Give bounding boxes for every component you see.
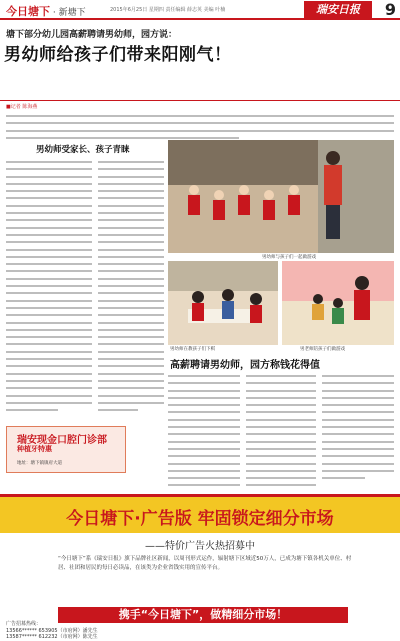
ad-title: 今日塘下·广告版 牢固锁定细分市场 — [66, 509, 334, 529]
ad-body: “今日塘下”系《瑞安日报》旗下品牌社区新闻，以周刊形式运作，辐射塘下区域近50万人，已成为塘下镇各机关单位、村居、社团和居民的每日必读品，在该类为企业省钱实用的宣传平台。 — [58, 556, 352, 571]
ad-tagline: ——特价广告火热招募中 — [145, 541, 255, 552]
newspaper-logo: 瑞安日报 — [304, 1, 372, 18]
page-header — [0, 0, 400, 20]
dental-ad-subtitle: 种植牙特惠 — [17, 445, 52, 453]
dental-clinic-ad[interactable] — [6, 426, 126, 473]
ad-slogan: 携手“今日塘下”，做精细分市场！ — [58, 607, 348, 623]
headline-rule — [0, 100, 400, 101]
photo1-caption: 男幼师与孩子们一起做游戏 — [262, 255, 316, 260]
section-title: 今日塘下 · 新塘下 — [6, 5, 86, 18]
dateline: 2015年6月25日 星期四 责任编辑 薛志英 美编 叶楠 — [110, 7, 226, 13]
intro-text-lines — [6, 112, 394, 141]
article-headline: 男幼师给孩子们带来阳刚气！ — [4, 45, 232, 65]
intro-paragraph — [6, 112, 394, 141]
article-byline: ■记者 陈海燕 — [6, 104, 38, 110]
ad-hotline — [6, 621, 98, 641]
hotline-2: 13587****** 612232（市府网）陈先生 — [6, 634, 98, 640]
article-column-4 — [246, 372, 316, 489]
subhead-bottom: 高薪聘请男幼师，园方称钱花得值 — [170, 360, 320, 371]
photo2-caption: 男幼师在教孩子们下棋 — [170, 347, 215, 352]
dental-ad-title: 瑞安现金口腔门诊部 — [17, 435, 107, 446]
photo-teacher-and-children-playing — [168, 140, 394, 253]
photo3-caption: 男老师陪孩子们做游戏 — [300, 347, 345, 352]
article-kicker: 塘下部分幼儿园高薪聘请男幼师，园方说： — [6, 30, 178, 40]
article-column-3 — [168, 372, 240, 489]
recruitment-ad — [0, 494, 400, 640]
hotline-1: 13566****** 653905（市府网）潘先生 — [6, 627, 98, 634]
hotline-label: 广告招募热线： — [6, 621, 42, 627]
article-column-5 — [322, 372, 394, 481]
article-column-2 — [98, 158, 164, 413]
page-number: 9 — [384, 0, 396, 19]
photo-teacher-with-children — [282, 261, 394, 345]
subhead-left: 男幼师受家长、孩子青睐 — [36, 145, 130, 155]
article-column-1 — [6, 158, 92, 413]
photo-teacher-teaching-chess — [168, 261, 278, 345]
dental-ad-address: 地址：塘下镇镇府大道 — [17, 461, 62, 466]
